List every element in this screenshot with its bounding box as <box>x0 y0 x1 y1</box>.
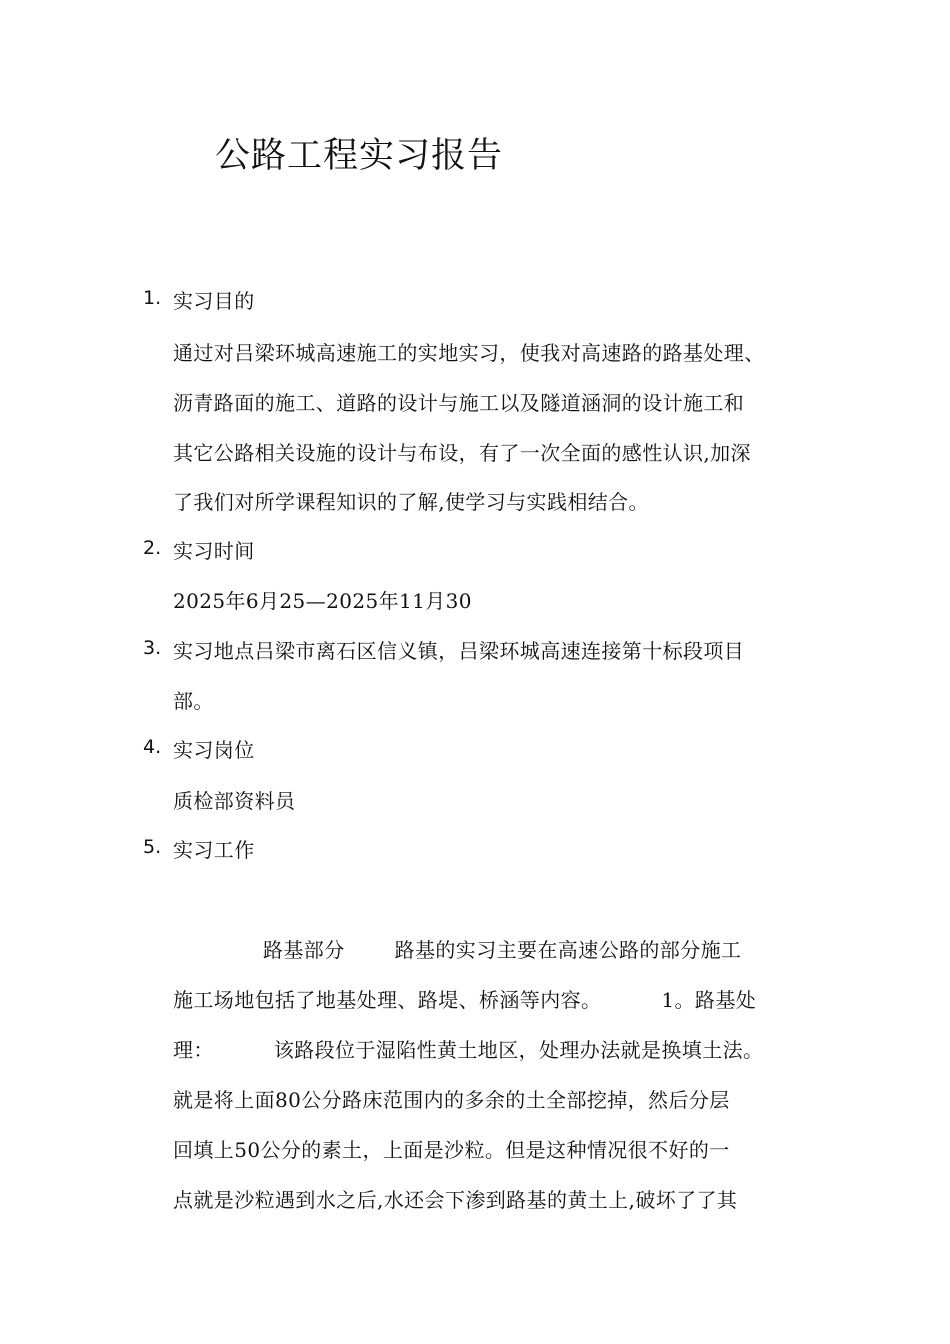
body-line-5: 回填上50公分的素土，上面是沙粒。但是这种情况很不好的一 <box>173 1138 730 1162</box>
body-line-4: 就是将上面80公分路床范围内的多余的土全部挖掉，然后分层 <box>173 1088 730 1112</box>
document-title: 公路工程实习报告 <box>215 136 504 176</box>
section-5-number: 5. <box>143 836 162 858</box>
section-3-number: 3. <box>143 637 162 659</box>
section-2-line-1: 2025年6月25—2025年11月30 <box>173 589 472 613</box>
body-line-2-b: 1。路基处 <box>661 988 757 1012</box>
section-2-number: 2. <box>143 537 162 559</box>
body-line-2 <box>173 984 756 1013</box>
section-1-line-4: 了我们对所学课程知识的了解,使学习与实践相结合。 <box>173 490 649 514</box>
section-1-number: 1. <box>143 287 162 309</box>
section-4-line-1: 质检部资料员 <box>173 789 296 813</box>
body-line-3-b: 该路段位于湿陷性黄土地区，处理办法就是换填土法。 <box>273 1038 764 1062</box>
section-1-line-3: 其它公路相关设施的设计与布设，有了一次全面的感性认识,加深 <box>173 441 751 465</box>
body-line-1 <box>173 934 741 963</box>
body-line-6: 点就是沙粒遇到水之后,水还会下渗到路基的黄土上,破坏了了其 <box>173 1188 738 1212</box>
section-3-heading: 实习地点吕梁市离石区信义镇，吕梁环城高速连接第十标段项目 <box>173 639 745 663</box>
section-2-heading: 实习时间 <box>173 539 255 563</box>
section-4-number: 4. <box>143 736 162 758</box>
body-line-1-b: 路基的实习主要在高速公路的部分施工 <box>394 938 742 962</box>
body-line-3-a: 理： <box>173 1038 214 1062</box>
section-1-line-1: 通过对吕梁环城高速施工的实地实习，使我对高速路的路基处理、 <box>173 341 765 365</box>
section-5-heading: 实习工作 <box>173 838 255 862</box>
section-1-line-2: 沥青路面的施工、道路的设计与施工以及隧道涵洞的设计施工和 <box>173 391 745 415</box>
section-3-line-1: 部。 <box>173 689 214 713</box>
body-line-2-a: 施工场地包括了地基处理、路堤、桥涵等内容。 <box>173 988 602 1012</box>
section-1-heading: 实习目的 <box>173 289 255 313</box>
body-line-1-a: 路基部分 <box>263 938 345 962</box>
body-line-3 <box>173 1034 763 1063</box>
section-4-heading: 实习岗位 <box>173 738 255 762</box>
